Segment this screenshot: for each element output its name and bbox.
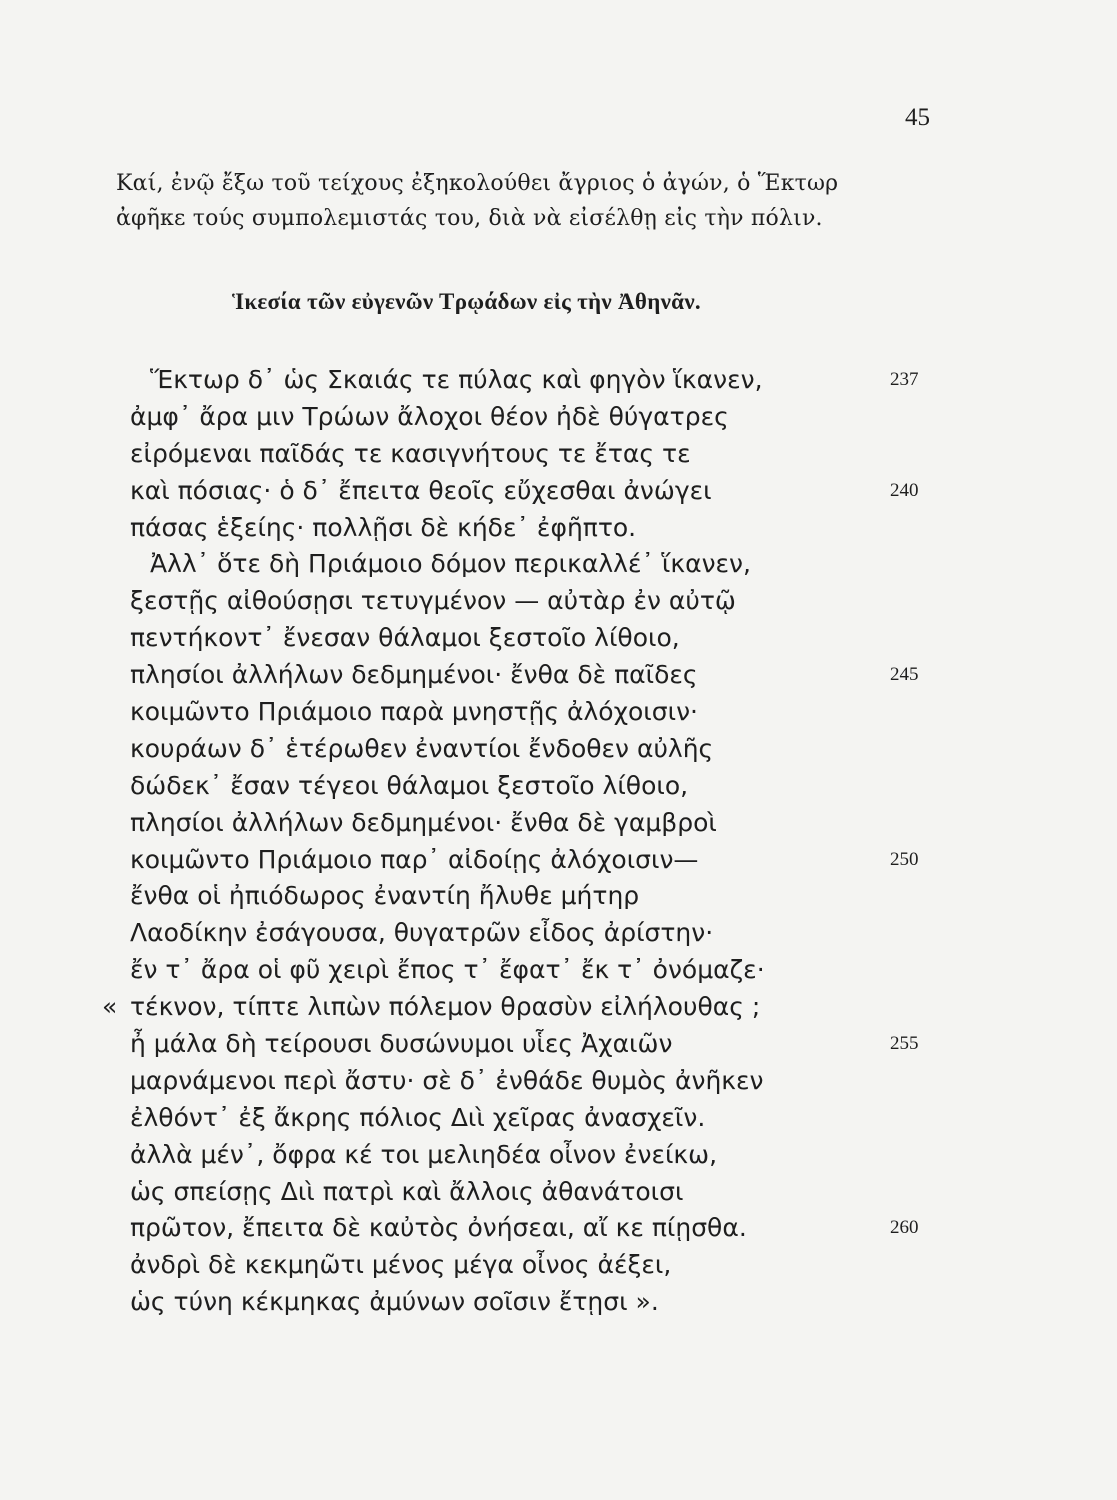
verse-line bbox=[130, 473, 930, 510]
verse-text: μαρνάμενοι περὶ ἄστυ· σὲ δ᾽ ἐνθάδε θυμὸς ἀνῆκεν bbox=[130, 1065, 764, 1095]
verse-line bbox=[130, 952, 930, 989]
verse-line bbox=[130, 1174, 930, 1211]
verse-text: κοιμῶντο Πριάμοιο παρ᾽ αἰδοίῃς ἀλόχοισιν— bbox=[130, 844, 699, 874]
verse-line bbox=[130, 1100, 930, 1137]
verse-line-number: 250 bbox=[890, 848, 919, 870]
verse-text: ἀμφ᾽ ἄρα μιν Τρώων ἄλοχοι θέον ἠδὲ θύγατρες bbox=[130, 401, 729, 431]
verse-text: πρῶτον, ἔπειτα δὲ καὐτὸς ὀνήσεαι, αἴ κε πίῃσθα. bbox=[130, 1213, 747, 1243]
verse-text: ὡς τύνη κέκμηκας ἀμύνων σοῖσιν ἔτῃσι ». bbox=[130, 1287, 659, 1317]
verse-line bbox=[130, 768, 930, 805]
verse-line bbox=[130, 362, 930, 399]
section-heading: Ἱκεσία τῶν εὐγενῶν Τρῳάδων εἰς τὴν Ἀθηνᾶν. bbox=[232, 289, 701, 314]
verse-line bbox=[130, 1210, 930, 1247]
verse-text: Ἀλλ᾽ ὅτε δὴ Πριάμοιο δόμον περικαλλέ᾽ ἵκανεν, bbox=[150, 549, 751, 579]
verse-line-number: 240 bbox=[890, 479, 919, 501]
verse-text: ἐλθόντ᾽ ἐξ ἄκρης πόλιος Διὶ χεῖρας ἀνασχεῖν. bbox=[130, 1102, 706, 1132]
verse-line bbox=[130, 399, 930, 436]
page-number: 45 bbox=[905, 104, 930, 131]
verse-text: πλησίοι ἀλλήλων δεδμημένοι· ἔνθα δὲ γαμβροὶ bbox=[130, 807, 717, 837]
prose-line: Καί, ἐνῷ ἔξω τοῦ τείχους ἐξηκολούθει ἄγριος ὁ ἀγών, ὁ Ἕκτωρ bbox=[116, 171, 839, 196]
verse-text: καὶ πόσιας· ὁ δ᾽ ἔπειτα θεοῖς εὔχεσθαι ἀνώγει bbox=[130, 475, 712, 505]
verse-text: πεντήκοντ᾽ ἔνεσαν θάλαμοι ξεστοῖο λίθοιο, bbox=[130, 623, 680, 653]
verse-text: εἰρόμεναι παῖδάς τε κασιγνήτους τε ἔτας τε bbox=[130, 438, 691, 468]
verse-text: Ἕκτωρ δ᾽ ὡς Σκαιάς τε πύλας καὶ φηγὸν ἵκανεν, bbox=[150, 365, 763, 394]
verse-line bbox=[130, 878, 930, 915]
verse-text: ἔν τ᾽ ἄρα οἱ φῦ χειρὶ ἔπος τ᾽ ἔφατ᾽ ἔκ τ᾽ ὀνόμαζε· bbox=[130, 955, 765, 985]
verse-text: ἀνδρὶ δὲ κεκμηῶτι μένος μέγα οἶνος ἀέξει, bbox=[130, 1250, 672, 1280]
verse-line bbox=[130, 510, 930, 547]
verse-line-number: 260 bbox=[890, 1217, 919, 1239]
verse-line bbox=[130, 694, 930, 731]
verse-block bbox=[102, 362, 930, 1321]
verse-line bbox=[130, 1247, 930, 1284]
verse-text: κουράων δ᾽ ἑτέρωθεν ἐναντίοι ἔνδοθεν αὐλῆς bbox=[130, 733, 714, 763]
verse-line bbox=[130, 436, 930, 473]
verse-text: πλησίοι ἀλλήλων δεδμημένοι· ἔνθα δὲ παῖδες bbox=[130, 660, 698, 690]
verse-line bbox=[130, 1026, 930, 1063]
verse-line bbox=[130, 842, 930, 879]
verse-line-number: 245 bbox=[890, 664, 919, 686]
prose-paragraph bbox=[116, 166, 946, 236]
verse-line bbox=[102, 989, 930, 1026]
prose-line: ἀφῆκε τούς συμπολεμιστάς του, διὰ νὰ εἰσέλθῃ εἰς τὴν πόλιν. bbox=[116, 206, 823, 231]
verse-line bbox=[130, 1063, 930, 1100]
verse-line bbox=[130, 620, 930, 657]
verse-text: ἦ μάλα δὴ τείρουσι δυσώνυμοι υἷες Ἀχαιῶν bbox=[130, 1029, 673, 1059]
verse-line bbox=[130, 1284, 930, 1321]
verse-line-number: 255 bbox=[890, 1033, 919, 1055]
verse-text: ἔνθα οἱ ἠπιόδωρος ἐναντίη ἤλυθε μήτηρ bbox=[130, 881, 640, 911]
opening-quote-mark: « bbox=[102, 992, 118, 1022]
verse-line bbox=[130, 1137, 930, 1174]
verse-text: τέκνον, τίπτε λιπὼν πόλεμον θρασὺν εἰλήλουθας ; bbox=[130, 992, 761, 1022]
verse-text: δώδεκ᾽ ἔσαν τέγεοι θάλαμοι ξεστοῖο λίθοιο, bbox=[130, 770, 689, 800]
verse-text: κοιμῶντο Πριάμοιο παρὰ μνηστῇς ἀλόχοισιν· bbox=[130, 697, 698, 727]
verse-line bbox=[130, 731, 930, 768]
verse-line-number: 237 bbox=[890, 369, 919, 390]
verse-text: Λαοδίκην ἐσάγουσα, θυγατρῶν εἶδος ἀρίστην· bbox=[130, 918, 714, 948]
verse-text: ξεστῇς αἰθούσῃσι τετυγμένον — αὐτὰρ ἐν αὐτῷ bbox=[130, 586, 736, 616]
verse-text: ὡς σπείσῃς Διὶ πατρὶ καὶ ἄλλοις ἀθανάτοισι bbox=[130, 1176, 684, 1206]
verse-text: ἀλλὰ μέν᾽, ὄφρα κέ τοι μελιηδέα οἶνον ἐνείκω, bbox=[130, 1139, 718, 1169]
verse-line bbox=[130, 657, 930, 694]
verse-line bbox=[130, 583, 930, 620]
verse-line bbox=[130, 805, 930, 842]
verse-line bbox=[130, 546, 930, 583]
verse-line bbox=[130, 915, 930, 952]
verse-text: πάσας ἑξείης· πολλῇσι δὲ κήδε᾽ ἐφῆπτο. bbox=[130, 512, 637, 542]
